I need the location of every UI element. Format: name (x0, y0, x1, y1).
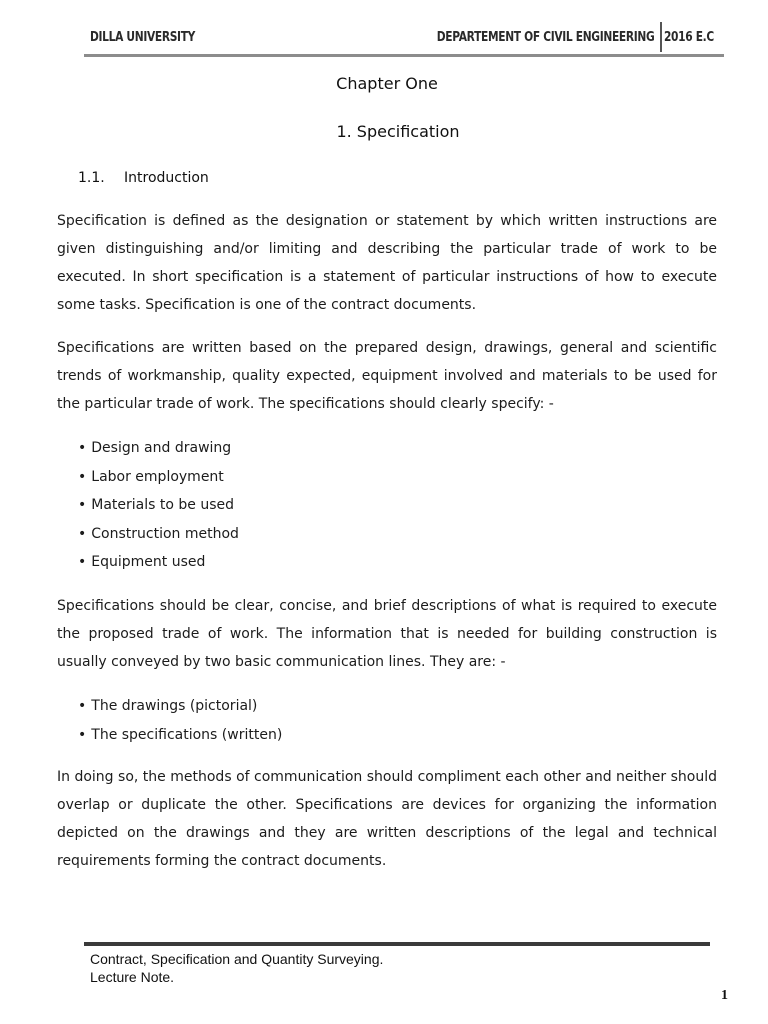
subsection-title: Introduction (124, 170, 209, 186)
subsection-heading (78, 170, 209, 186)
list-item: • Labor employment (78, 463, 239, 492)
page-header (84, 26, 724, 57)
footer-note: Lecture Note. (90, 969, 175, 985)
footer-course-title: Contract, Specification and Quantity Surveying. (90, 951, 384, 967)
paragraph-communication: In doing so, the methods of communication should compliment each other and neither should overlap or duplicate the other. Specifications are devices for organizing the information depicted on the drawings and they are written descriptions of the legal and technical requirements forming the contract documents. (57, 769, 717, 869)
header-separator (660, 22, 662, 52)
section-title: 1. Specification (336, 122, 460, 141)
header-year: 2016 E.C (664, 30, 714, 45)
paragraph-clarity: Specifications should be clear, concise, and brief descriptions of what is required to execute the proposed trade of work. The information that is needed for building construction is usually conveyed by two basic communication lines. They are: - (57, 598, 717, 670)
paragraph-definition: Specification is defined as the designation or statement by which written instructions are given distinguishing and/or limiting and describing the particular trade of work to be executed. In short specification is a statement of particular instructions of how to execute some tasks. Specification is one of the contract documents. (57, 213, 717, 313)
subsection-number: 1.1. (78, 170, 105, 186)
page-number: 1 (721, 988, 728, 1003)
specify-list (78, 434, 239, 577)
paragraph-basis: Specifications are written based on the prepared design, drawings, general and scientific trends of workmanship, quality expected, equipment involved and materials to be used for the particular trade of work. The specifications should clearly specify: - (57, 340, 717, 412)
list-item: • The drawings (pictorial) (78, 692, 282, 721)
list-item: • Equipment used (78, 548, 239, 577)
list-item: • Construction method (78, 520, 239, 549)
page-footer (90, 950, 383, 986)
list-item: • Design and drawing (78, 434, 239, 463)
list-item: • Materials to be used (78, 491, 239, 520)
footer-divider (84, 942, 710, 946)
header-department: DEPARTEMENT OF CIVIL ENGINEERING (436, 30, 654, 45)
list-item: • The specifications (written) (78, 721, 282, 750)
chapter-title: Chapter One (336, 74, 438, 93)
header-university: DILLA UNIVERSITY (90, 30, 196, 45)
communication-list (78, 692, 282, 749)
